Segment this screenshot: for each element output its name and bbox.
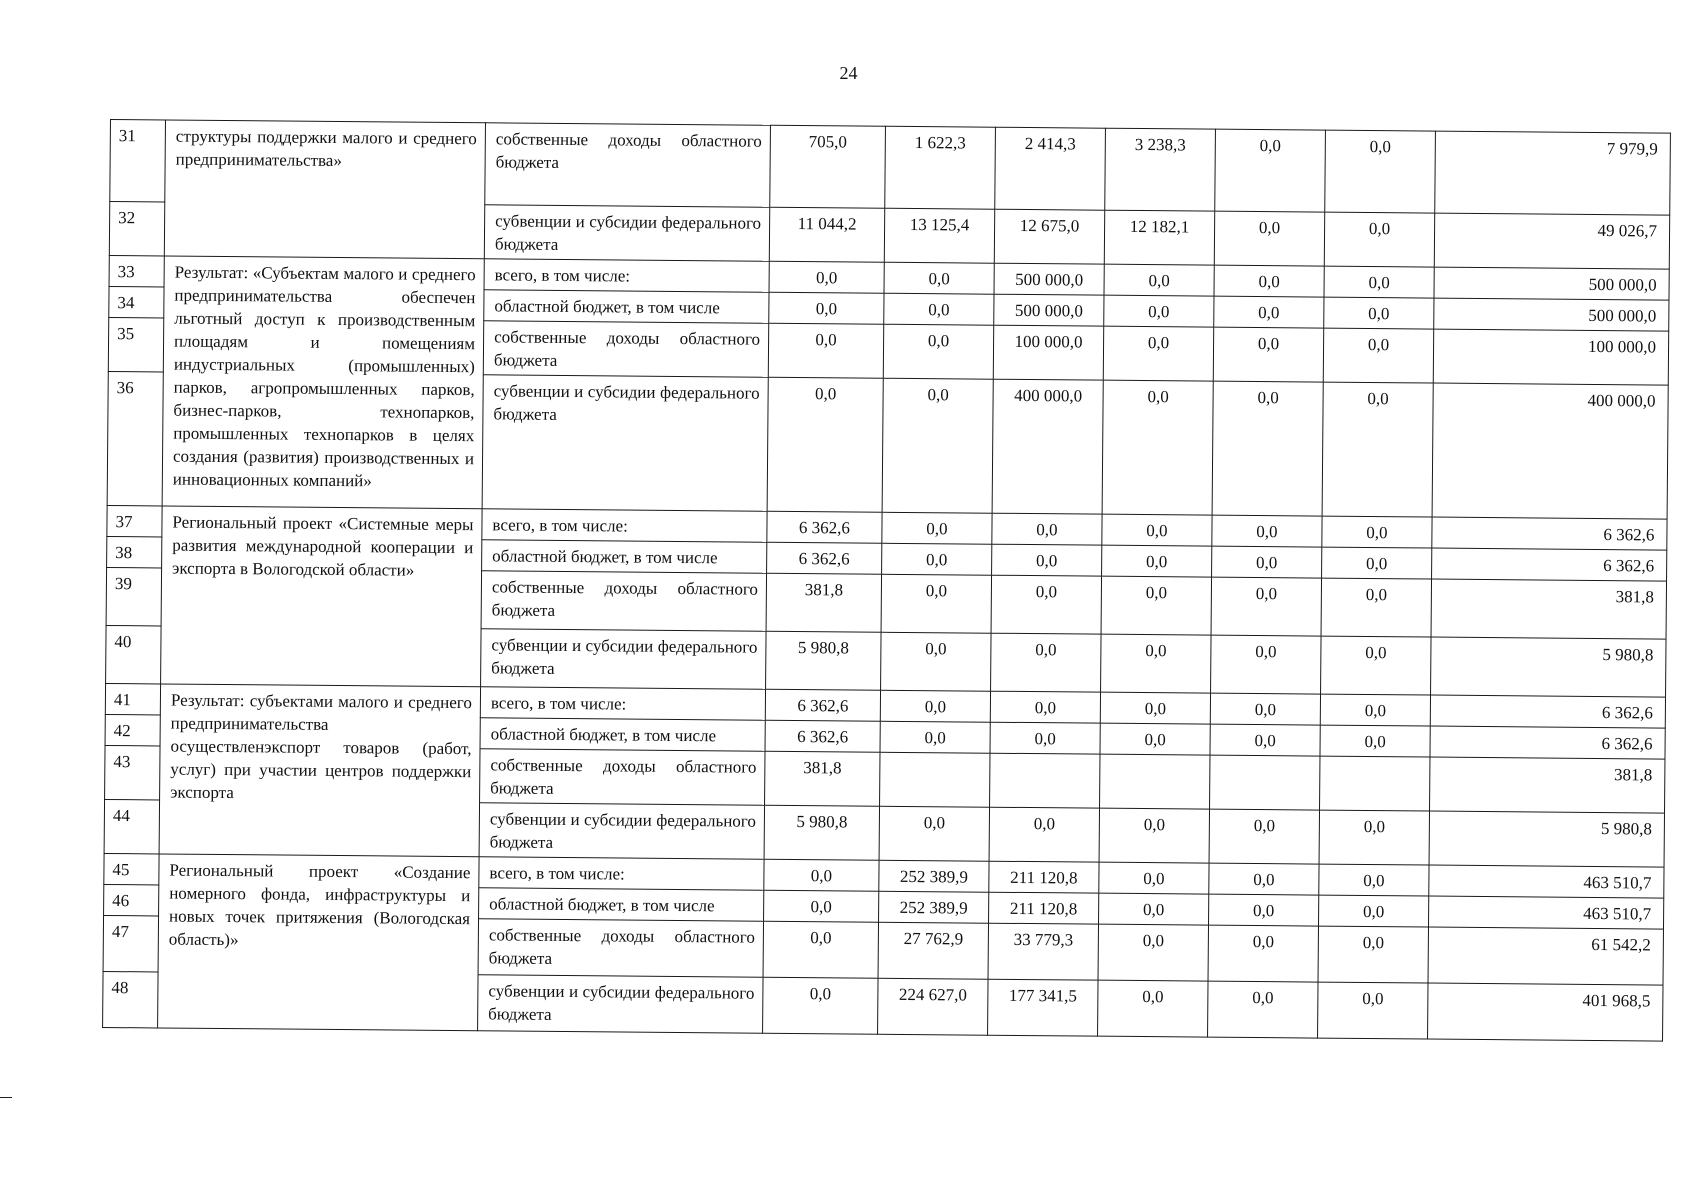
value-cell: 0,0 — [884, 262, 994, 294]
row-number: 48 — [103, 971, 158, 1027]
value-cell: 0,0 — [991, 575, 1102, 634]
funding-source: субвенции и субсидии федерального бюджета — [484, 205, 769, 261]
value-cell: 0,0 — [881, 632, 992, 691]
value-cell: 0,0 — [1318, 926, 1428, 983]
value-cell: 0,0 — [1318, 982, 1428, 1039]
value-cell: 0,0 — [1321, 578, 1432, 637]
value-cell: 0,0 — [989, 807, 1099, 862]
value-cell: 1 622,3 — [885, 126, 996, 209]
row-number: 42 — [105, 714, 160, 745]
table-row — [110, 120, 1671, 216]
value-cell: 0,0 — [879, 806, 989, 861]
value-cell: 0,0 — [769, 292, 884, 324]
value-cell: 0,0 — [992, 544, 1102, 576]
value-cell: 0,0 — [1209, 894, 1319, 926]
value-cell: 0,0 — [1324, 266, 1434, 298]
funding-source: областной бюджет, в том числе — [484, 290, 769, 323]
value-cell: 0,0 — [1324, 297, 1434, 329]
total-cell: 381,8 — [1430, 757, 1665, 813]
funding-source: собственные доходы областного бюджета — [483, 321, 768, 377]
funding-source: собственные доходы областного бюджета — [485, 123, 771, 207]
value-cell — [880, 752, 990, 807]
value-cell: 0,0 — [1211, 635, 1322, 694]
value-cell: 0,0 — [1209, 809, 1319, 864]
value-cell: 500 000,0 — [994, 263, 1104, 295]
total-cell: 401 968,5 — [1428, 983, 1663, 1041]
value-cell: 0,0 — [880, 690, 990, 722]
total-cell: 500 000,0 — [1434, 298, 1669, 331]
funding-source: субвенции и субсидии федерального бюджета — [479, 803, 764, 859]
value-cell: 0,0 — [1212, 515, 1322, 547]
total-cell: 100 000,0 — [1433, 329, 1668, 385]
value-cell: 0,0 — [883, 324, 993, 379]
value-cell: 0,0 — [1319, 864, 1429, 896]
value-cell: 0,0 — [764, 890, 879, 922]
value-cell: 100 000,0 — [993, 325, 1103, 380]
total-cell: 463 510,7 — [1428, 896, 1663, 929]
value-cell: 6 362,6 — [765, 720, 880, 752]
total-cell: 7 979,9 — [1435, 131, 1671, 215]
value-cell — [990, 753, 1100, 808]
value-cell: 0,0 — [1214, 265, 1324, 297]
activity-description: Региональный проект «Создание номерного фонда, инфраструктуры и новых точек притяжения (Вологодская область)» — [158, 854, 480, 1031]
value-cell — [1100, 754, 1210, 809]
activity-description: Региональный проект «Системные меры развития международной кооперации и экспорта в Вологодской области» — [161, 506, 483, 687]
row-number: 46 — [104, 884, 159, 915]
value-cell: 0,0 — [990, 691, 1100, 723]
value-cell: 0,0 — [1099, 808, 1209, 863]
value-cell: 6 362,6 — [765, 689, 880, 721]
activity-description: Результат: субъектами малого и среднего предпринимательства осуществленэкспорт товаров (работ, услуг) при участии центров поддержки экспорта — [159, 684, 480, 857]
value-cell — [1210, 755, 1320, 810]
value-cell: 224 627,0 — [878, 978, 988, 1035]
value-cell: 0,0 — [1208, 981, 1318, 1038]
value-cell: 0,0 — [1321, 636, 1432, 695]
value-cell: 0,0 — [1100, 723, 1210, 755]
value-cell: 0,0 — [1099, 893, 1209, 925]
funding-source: всего, в том числе: — [482, 509, 767, 542]
value-cell: 381,8 — [765, 751, 880, 806]
value-cell: 11 044,2 — [769, 207, 884, 262]
value-cell: 0,0 — [1098, 924, 1208, 981]
value-cell: 0,0 — [1215, 129, 1326, 212]
budget-table-body — [103, 120, 1671, 1042]
value-cell: 0,0 — [1324, 212, 1434, 267]
row-number: 37 — [107, 505, 162, 536]
row-number: 45 — [104, 853, 159, 884]
value-cell: 12 675,0 — [994, 209, 1104, 264]
value-cell: 0,0 — [763, 921, 878, 978]
value-cell: 6 362,6 — [767, 511, 882, 543]
value-cell: 27 762,9 — [878, 922, 988, 979]
value-cell: 381,8 — [766, 573, 882, 632]
activity-description: структуры поддержки малого и среднего предпринимательства» — [164, 120, 485, 259]
value-cell: 177 341,5 — [988, 979, 1098, 1036]
value-cell: 0,0 — [881, 574, 992, 633]
row-number: 40 — [106, 625, 162, 683]
value-cell: 0,0 — [1210, 724, 1320, 756]
row-number: 41 — [105, 683, 160, 714]
value-cell: 0,0 — [1101, 634, 1212, 693]
value-cell — [1320, 756, 1430, 811]
budget-table — [102, 119, 1671, 1042]
value-cell: 0,0 — [1214, 296, 1324, 328]
row-number: 44 — [104, 799, 159, 853]
funding-source: собственные доходы областного бюджета — [481, 571, 766, 631]
row-number: 34 — [109, 286, 164, 317]
row-number: 35 — [108, 317, 163, 371]
total-cell: 49 026,7 — [1434, 213, 1669, 269]
total-cell: 6 362,6 — [1430, 695, 1665, 728]
value-cell: 705,0 — [770, 125, 886, 208]
funding-source: всего, в том числе: — [479, 857, 764, 890]
value-cell: 0,0 — [990, 722, 1100, 754]
funding-source: всего, в том числе: — [484, 259, 769, 292]
funding-source: собственные доходы областного бюджета — [478, 919, 763, 977]
value-cell: 252 389,9 — [879, 860, 989, 892]
total-cell: 500 000,0 — [1434, 267, 1669, 300]
value-cell: 500 000,0 — [994, 294, 1104, 326]
value-cell: 0,0 — [1211, 577, 1322, 636]
value-cell: 2 414,3 — [995, 127, 1106, 210]
funding-source: областной бюджет, в том числе — [479, 888, 764, 921]
value-cell: 0,0 — [880, 721, 990, 753]
row-number: 36 — [107, 371, 163, 505]
value-cell: 0,0 — [769, 261, 884, 293]
value-cell: 0,0 — [1104, 295, 1214, 327]
value-cell: 0,0 — [991, 633, 1102, 692]
funding-source: субвенции и субсидии федерального бюджета — [478, 975, 763, 1033]
value-cell: 13 125,4 — [884, 208, 994, 263]
row-number: 33 — [109, 255, 164, 286]
row-number: 47 — [103, 915, 158, 971]
value-cell: 6 362,6 — [767, 542, 882, 574]
value-cell: 211 120,8 — [989, 892, 1099, 924]
value-cell: 0,0 — [1322, 382, 1433, 517]
value-cell: 0,0 — [1213, 327, 1323, 382]
total-cell: 6 362,6 — [1432, 548, 1667, 581]
value-cell: 0,0 — [1212, 546, 1322, 578]
value-cell: 0,0 — [882, 378, 993, 513]
activity-description: Результат: «Субъектам малого и среднего предпринимательства обеспечен льготный доступ к производственным площадям и помещениям индустриальных (промышленных) парков, агропромышленных парков, бизнес-парков, технопарков, промышленных технопарков в целях создания (развития) производственных и инновационных компаний» — [162, 256, 484, 509]
value-cell: 33 779,3 — [988, 923, 1098, 980]
total-cell: 5 980,8 — [1431, 637, 1666, 697]
value-cell: 0,0 — [1101, 576, 1212, 635]
margin-mark — [0, 1097, 12, 1098]
value-cell: 252 389,9 — [879, 891, 989, 923]
value-cell: 0,0 — [768, 323, 883, 378]
value-cell: 0,0 — [764, 859, 879, 891]
value-cell: 0,0 — [992, 513, 1102, 545]
value-cell: 12 182,1 — [1104, 210, 1214, 265]
funding-source: субвенции и субсидии федерального бюджета — [481, 629, 766, 689]
total-cell: 463 510,7 — [1429, 865, 1664, 898]
total-cell: 381,8 — [1431, 579, 1666, 639]
funding-source: областной бюджет, в том числе — [482, 540, 767, 573]
value-cell: 0,0 — [1104, 264, 1214, 296]
value-cell: 0,0 — [1102, 514, 1212, 546]
row-number: 43 — [105, 745, 160, 799]
value-cell: 400 000,0 — [992, 379, 1103, 514]
total-cell: 400 000,0 — [1432, 383, 1668, 519]
value-cell: 0,0 — [1103, 326, 1213, 381]
page-number: 24 — [839, 63, 858, 83]
value-cell: 5 980,8 — [766, 631, 882, 690]
value-cell: 0,0 — [1212, 381, 1323, 516]
value-cell: 0,0 — [1214, 211, 1324, 266]
value-cell: 211 120,8 — [989, 861, 1099, 893]
row-number: 32 — [109, 202, 164, 256]
value-cell: 0,0 — [1210, 693, 1320, 725]
row-number: 39 — [106, 567, 162, 625]
funding-source: субвенции и субсидии федерального бюджета — [482, 375, 768, 511]
value-cell: 0,0 — [1102, 545, 1212, 577]
value-cell: 0,0 — [1102, 380, 1213, 515]
value-cell: 0,0 — [763, 977, 878, 1034]
value-cell: 0,0 — [1319, 895, 1429, 927]
total-cell: 6 362,6 — [1430, 726, 1665, 759]
value-cell: 5 980,8 — [764, 805, 879, 860]
value-cell: 0,0 — [1098, 980, 1208, 1037]
value-cell: 0,0 — [1323, 328, 1433, 383]
value-cell: 0,0 — [1322, 547, 1432, 579]
row-number: 31 — [110, 120, 166, 202]
value-cell: 0,0 — [1320, 725, 1430, 757]
value-cell: 0,0 — [1319, 810, 1429, 865]
total-cell: 61 542,2 — [1428, 927, 1663, 985]
value-cell: 0,0 — [1322, 516, 1432, 548]
value-cell: 0,0 — [882, 512, 992, 544]
value-cell: 0,0 — [1208, 925, 1318, 982]
value-cell: 0,0 — [882, 543, 992, 575]
funding-source: собственные доходы областного бюджета — [480, 749, 765, 805]
value-cell: 3 238,3 — [1105, 128, 1216, 211]
value-cell: 0,0 — [1320, 694, 1430, 726]
value-cell: 0,0 — [1209, 863, 1319, 895]
funding-source: областной бюджет, в том числе — [480, 718, 765, 751]
row-number: 38 — [107, 536, 162, 567]
value-cell: 0,0 — [1325, 130, 1436, 213]
total-cell: 5 980,8 — [1429, 811, 1664, 867]
total-cell: 6 362,6 — [1432, 517, 1667, 550]
value-cell: 0,0 — [1099, 862, 1209, 894]
value-cell: 0,0 — [884, 293, 994, 325]
value-cell: 0,0 — [1100, 692, 1210, 724]
funding-source: всего, в том числе: — [480, 687, 765, 720]
value-cell: 0,0 — [767, 377, 883, 512]
